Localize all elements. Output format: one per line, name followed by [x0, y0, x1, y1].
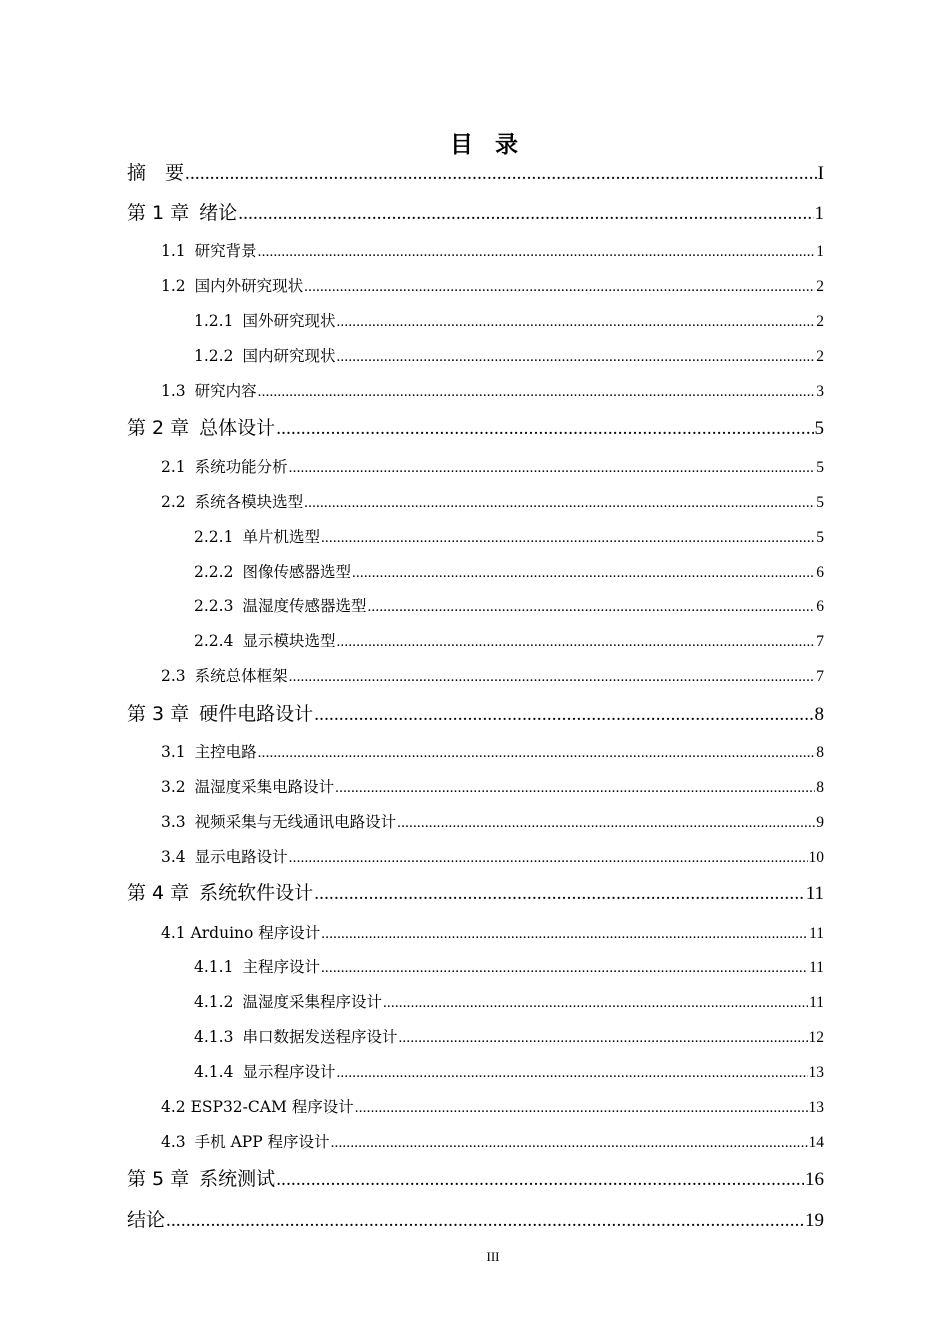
toc-entry-number: 3.2 [161, 778, 186, 796]
toc-entry-chapter-2[interactable] [127, 415, 824, 442]
dot-leader [304, 276, 815, 298]
dot-leader [321, 923, 808, 945]
dot-leader [331, 1132, 808, 1154]
page-number: III [486, 1249, 500, 1264]
toc-entry-title: 结论 [127, 1209, 166, 1231]
dot-leader [397, 812, 815, 834]
dot-leader [166, 1208, 804, 1234]
toc-entry-number: 2.2 [161, 493, 186, 511]
toc-entry-page: 5 [816, 494, 824, 511]
toc-entry-title: 总体设计 [199, 417, 276, 439]
toc-entry-page: 5 [816, 529, 824, 546]
toc-entry-page: 16 [805, 1169, 824, 1190]
toc-entry-number: 3.1 [161, 743, 186, 761]
toc-entry-subsection-1-2-2[interactable] [194, 345, 824, 368]
toc-entry-section-2-3[interactable] [161, 665, 824, 688]
toc-entry-chapter-5[interactable] [127, 1166, 824, 1193]
toc-entry-page: 2 [816, 313, 824, 330]
toc-entry-number: 4.1.1 [194, 958, 234, 976]
toc-entry-title: 研究内容 [194, 382, 257, 400]
toc-entry-title: 串口数据发送程序设计 [242, 1028, 398, 1046]
toc-entry-page: 1 [816, 243, 824, 260]
toc-entry-section-4-3[interactable] [161, 1131, 824, 1154]
toc-entry-number: 2.3 [161, 667, 186, 685]
toc-entry-title: 手机 APP 程序设计 [194, 1133, 330, 1151]
dot-leader [185, 161, 817, 187]
toc-entry-section-1-2[interactable] [161, 275, 824, 298]
toc-entry-page: 5 [816, 459, 824, 476]
toc-entry-title: 系统各模块选型 [194, 493, 304, 511]
toc-entry-section-3-4[interactable] [161, 846, 824, 869]
dot-leader [314, 702, 813, 728]
toc-entry-section-3-3[interactable] [161, 811, 824, 834]
toc-entry-subsection-4-1-4[interactable] [194, 1061, 824, 1084]
toc-entry-page: 13 [808, 1064, 824, 1081]
toc-entry-title: 国内研究现状 [242, 347, 336, 365]
toc-entry-title: 研究背景 [194, 242, 257, 260]
toc-entry-title: 国外研究现状 [242, 312, 336, 330]
dot-leader [367, 596, 815, 618]
toc-entry-chapter-3[interactable] [127, 701, 824, 728]
toc-entry-number: 2.2.4 [194, 632, 234, 650]
toc-entry-title: 单片机选型 [242, 528, 320, 546]
toc-entry-title: 温湿度采集电路设计 [194, 778, 335, 796]
dot-leader [336, 311, 815, 333]
toc-entry-subsection-2-2-4[interactable] [194, 630, 824, 653]
toc-entry-title: 摘 要 [127, 162, 185, 184]
dot-leader [352, 562, 815, 584]
toc-entry-subsection-2-2-2[interactable] [194, 561, 824, 584]
toc-entry-page: 10 [808, 849, 824, 866]
toc-entry-title: 系统软件设计 [199, 882, 314, 904]
dot-leader [276, 416, 813, 442]
toc-entry-number: 4.1.4 [194, 1063, 234, 1081]
toc-entry-title: 显示程序设计 [242, 1063, 336, 1081]
toc-entry-title: 温湿度采集程序设计 [242, 993, 382, 1011]
toc-entry-page: 7 [816, 668, 824, 685]
toc-entry-number: 4.1.2 [194, 993, 234, 1011]
toc-entry-page: 9 [816, 814, 824, 831]
toc-entry-page: I [817, 163, 824, 184]
dot-leader [383, 992, 808, 1014]
toc-entry-section-2-2[interactable] [161, 491, 824, 514]
dot-leader [289, 847, 808, 869]
toc-entry-page: 2 [816, 278, 824, 295]
toc-entry-number: 第 3 章 [127, 703, 190, 725]
toc-entry-number: 1.1 [161, 242, 186, 260]
toc-entry-page: 19 [805, 1210, 824, 1231]
toc-entry-page: 3 [816, 383, 824, 400]
toc-entry-number: 第 4 章 [127, 882, 190, 904]
toc-entry-page: 8 [814, 704, 824, 725]
dot-leader [304, 492, 815, 514]
toc-entry-title: 系统总体框架 [194, 667, 288, 685]
dot-leader [238, 201, 813, 227]
toc-entry-title: 显示模块选型 [242, 632, 336, 650]
toc-entry-page: 11 [809, 925, 824, 942]
dot-leader [355, 1097, 808, 1119]
toc-entry-title: 绪论 [199, 202, 238, 224]
toc-entry-page: 12 [808, 1029, 824, 1046]
toc-entry-title: 主控电路 [194, 743, 257, 761]
toc-entry-abstract[interactable] [127, 160, 824, 187]
toc-entry-page: 7 [816, 633, 824, 650]
dot-leader [321, 527, 815, 549]
toc-entry-section-2-1[interactable] [161, 456, 824, 479]
toc-entry-page: 6 [816, 564, 824, 581]
toc-entry-title: 系统测试 [199, 1168, 276, 1190]
toc-entry-section-1-1[interactable] [161, 240, 824, 263]
toc-entry-number: 3.4 [161, 848, 186, 866]
toc-entry-page: 6 [816, 598, 824, 615]
toc-title: 目录 [450, 132, 540, 159]
toc-entry-title: 系统功能分析 [194, 458, 288, 476]
toc-entry-page: 13 [808, 1099, 824, 1116]
toc-entry-page: 5 [814, 418, 824, 439]
dot-leader [336, 1062, 807, 1084]
toc-entry-number: 1.2.2 [194, 347, 234, 365]
toc-entry-page: 11 [809, 994, 824, 1011]
toc-entry-title: 国内外研究现状 [194, 277, 304, 295]
toc-entry-page: 8 [816, 779, 824, 796]
toc-entry-section-3-2[interactable] [161, 776, 824, 799]
dot-leader [258, 241, 816, 263]
toc-entry-number: 2.1 [161, 458, 186, 476]
toc-entry-page: 14 [808, 1134, 824, 1151]
toc-entry-number: 1.3 [161, 382, 186, 400]
toc-entry-section-4-1[interactable] [161, 922, 824, 945]
toc-entry-number: 第 5 章 [127, 1168, 190, 1190]
toc-entry-title: 硬件电路设计 [199, 703, 314, 725]
toc-entry-number: 1.2 [161, 277, 186, 295]
dot-leader [276, 1167, 804, 1193]
dot-leader [335, 777, 815, 799]
toc-entry-title: 4.2 ESP32-CAM 程序设计 [161, 1098, 354, 1116]
toc-entry-title: 图像传感器选型 [242, 563, 351, 581]
toc-entry-number: 1.2.1 [194, 312, 234, 330]
toc-entry-title: 4.1 Arduino 程序设计 [161, 924, 321, 942]
dot-leader [336, 631, 815, 653]
toc-entry-number: 4.1.3 [194, 1028, 234, 1046]
toc-entry-title: 视频采集与无线通讯电路设计 [194, 813, 397, 831]
toc-entry-title: 主程序设计 [242, 958, 320, 976]
toc-entry-title: 显示电路设计 [194, 848, 288, 866]
dot-leader [289, 457, 816, 479]
dot-leader [258, 742, 816, 764]
toc-entry-section-4-2[interactable] [161, 1096, 824, 1119]
dot-leader [321, 957, 808, 979]
toc-entry-subsection-4-1-1[interactable] [194, 956, 824, 979]
toc-entry-section-3-1[interactable] [161, 741, 824, 764]
toc-entry-subsection-4-1-2[interactable] [194, 991, 824, 1014]
toc-entry-subsection-1-2-1[interactable] [194, 310, 824, 333]
dot-leader [289, 666, 816, 688]
toc-entry-subsection-2-2-3[interactable] [194, 595, 824, 618]
toc-entry-page: 11 [805, 883, 824, 904]
toc-entry-subsection-2-2-1[interactable] [194, 526, 824, 549]
dot-leader [398, 1027, 807, 1049]
toc-entry-number: 4.3 [161, 1133, 186, 1151]
dot-leader [314, 881, 805, 907]
toc-entry-page: 8 [816, 744, 824, 761]
dot-leader [336, 346, 815, 368]
toc-entry-conclusion[interactable] [127, 1207, 824, 1234]
toc-entry-section-1-3[interactable] [161, 380, 824, 403]
toc-entry-title: 温湿度传感器选型 [242, 597, 367, 615]
toc-entry-page: 1 [814, 203, 824, 224]
toc-entry-number: 2.2.2 [194, 563, 234, 581]
toc-entry-chapter-1[interactable] [127, 200, 824, 227]
toc-entry-subsection-4-1-3[interactable] [194, 1026, 824, 1049]
toc-entry-number: 第 2 章 [127, 417, 190, 439]
toc-entry-page: 11 [809, 959, 824, 976]
toc-entry-page: 2 [816, 348, 824, 365]
toc-entry-number: 第 1 章 [127, 202, 190, 224]
toc-entry-number: 2.2.3 [194, 597, 234, 615]
toc-entry-chapter-4[interactable] [127, 880, 824, 907]
toc-entry-number: 2.2.1 [194, 528, 234, 546]
toc-entry-number: 3.3 [161, 813, 186, 831]
dot-leader [258, 381, 816, 403]
